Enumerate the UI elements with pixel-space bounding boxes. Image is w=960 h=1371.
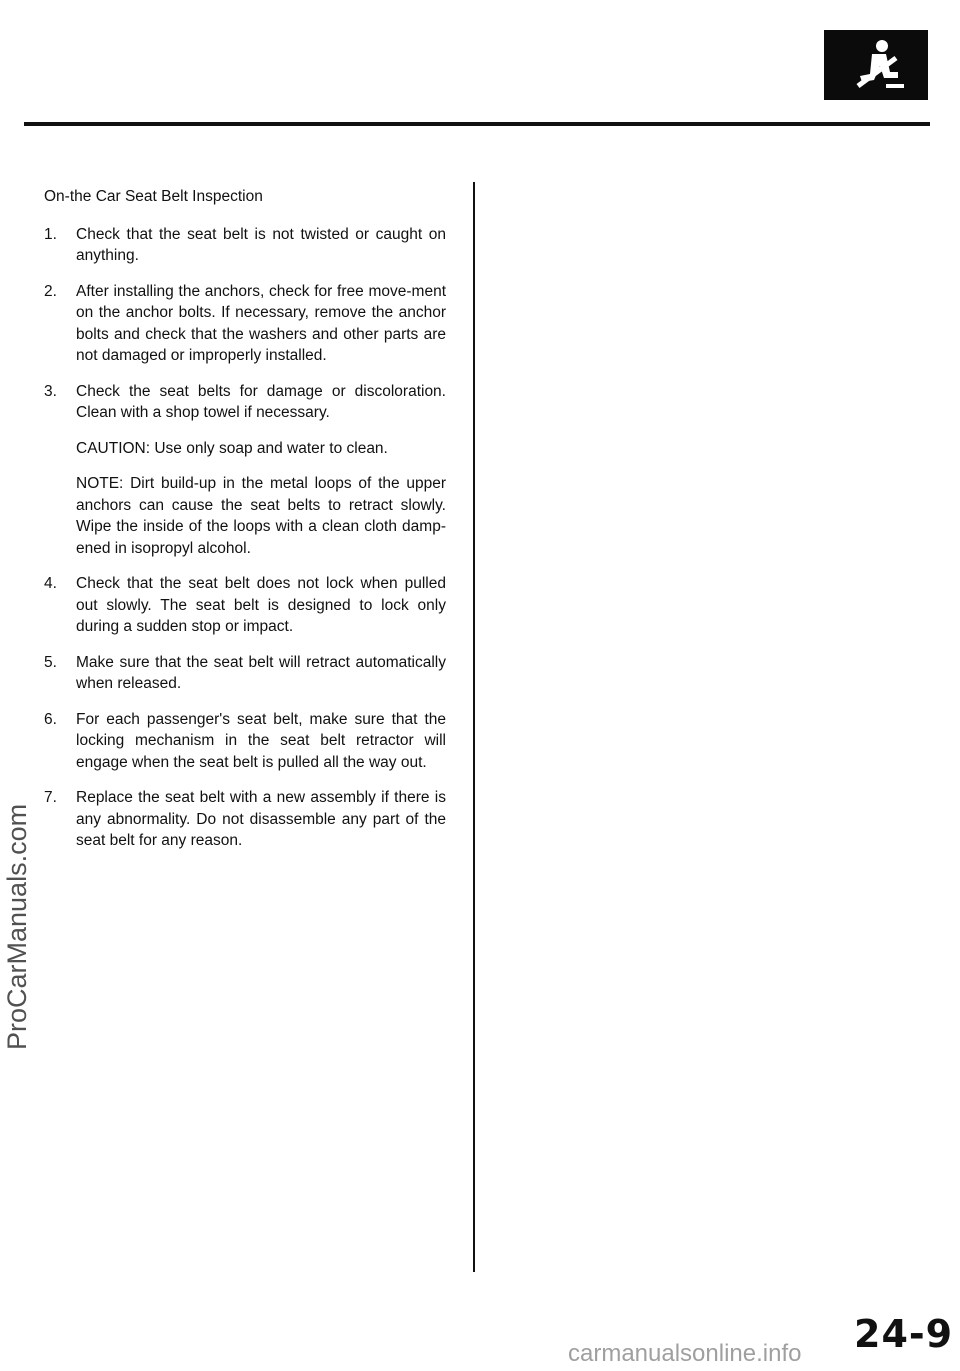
step-text: Make sure that the seat belt will retract automatically when released. bbox=[76, 653, 446, 692]
step-text: For each passenger's seat belt, make sure that the locking mechanism in the seat belt retractor will engage when the seat belt is pulled all the way out. bbox=[76, 710, 446, 771]
inspection-section bbox=[44, 186, 446, 866]
watermark-left: ProCarManuals.com bbox=[2, 803, 32, 1050]
step-number: 5. bbox=[44, 653, 57, 671]
step-5 bbox=[44, 652, 446, 695]
step-text: Check that the seat belt does not lock when pulled out slowly. The seat belt is designed to lock only during a sudden stop or impact. bbox=[76, 575, 446, 635]
step-3 bbox=[44, 381, 446, 424]
step-text: Check the seat belts for damage or discoloration. Clean with a shop towel if necessary. bbox=[76, 382, 446, 421]
step-number: 7. bbox=[44, 789, 57, 806]
note-text: NOTE: Dirt build-up in the metal loops of the upper anchors can cause the seat belts to retract slowly. Wipe the inside of the loops with a clean cloth damp-ened in isopropyl alcohol. bbox=[76, 475, 446, 557]
step-text: After installing the anchors, check for free move-ment on the anchor bolts. If necessary, remove the anchor bolts and check that the washers and other parts are not damaged or improperly installed. bbox=[76, 282, 446, 364]
seat-belt-icon bbox=[824, 30, 928, 100]
step-7 bbox=[44, 787, 446, 852]
step-4 bbox=[44, 573, 446, 638]
step-number: 2. bbox=[44, 282, 57, 300]
watermark-bottom: carmanualsonline.info bbox=[568, 1340, 802, 1367]
step-2 bbox=[44, 281, 446, 367]
step-text: Check that the seat belt is not twisted or caught on anything. bbox=[76, 225, 446, 264]
section-title: On-the Car Seat Belt Inspection bbox=[44, 188, 263, 205]
step-number: 3. bbox=[44, 382, 57, 400]
step-number: 6. bbox=[44, 710, 57, 728]
column-divider bbox=[473, 182, 475, 1272]
header-rule bbox=[24, 122, 930, 126]
caution-text: CAUTION: Use only soap and water to clean. bbox=[76, 439, 388, 457]
step-1 bbox=[44, 224, 446, 267]
page-number: 24-9 bbox=[854, 1312, 954, 1356]
step-6 bbox=[44, 709, 446, 774]
step-number: 1. bbox=[44, 225, 57, 243]
step-number: 4. bbox=[44, 575, 57, 592]
step-text: Replace the seat belt with a new assembly if there is any abnormality. Do not disassemble any part of the seat belt for any reason. bbox=[76, 789, 446, 849]
